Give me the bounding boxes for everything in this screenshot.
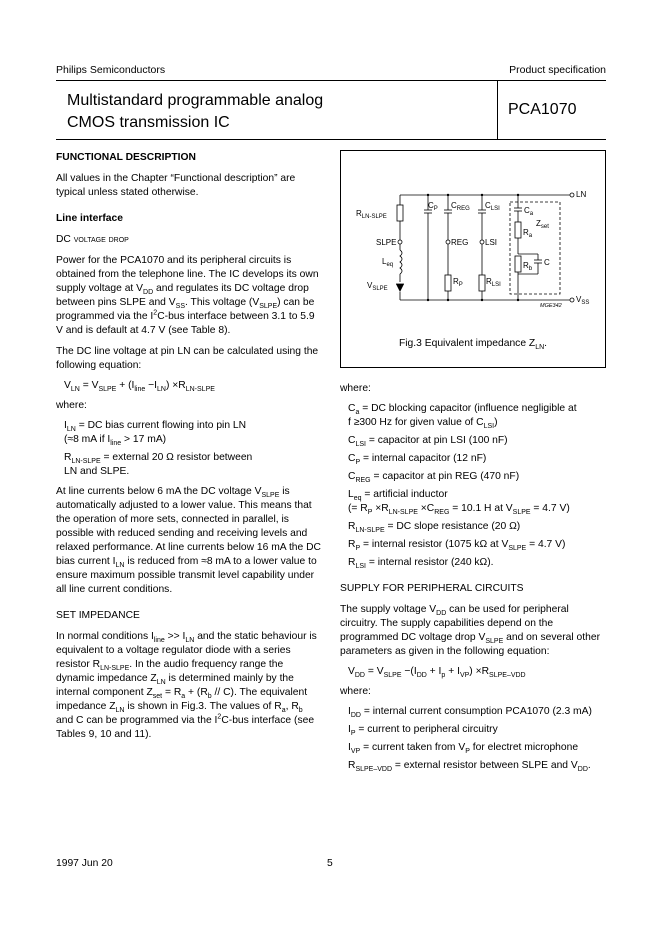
def-ivp: $I_{VP}$ = current taken from $V_P$ for electret microphone (348, 742, 579, 756)
def-rlsi: $R_{LSI}$ = internal resistor (240 kΩ). (348, 557, 494, 571)
label-rb: $R_b$ (523, 261, 533, 272)
part-number: PCA1070 (508, 101, 577, 118)
company-name: Philips Semiconductors (56, 64, 166, 76)
def-rln-slpe: $R_{LN-SLPE}$ = external 20 Ω resistor between LN and SLPE. (64, 452, 253, 477)
label-slpe: SLPE (376, 238, 397, 247)
where-label-right-2: where: (340, 686, 371, 697)
subheading-supply-peripheral: SUPPLY FOR PERIPHERAL CIRCUITS (340, 583, 524, 594)
equation-vdd: $V_{DD} = V_{SLPE} -(I_{DD} + I_p + I_{VP}) \times R_{SLPE-VDD}$ (348, 666, 526, 680)
label-zset: $Z_{set}$ (536, 219, 549, 230)
label-c: C (544, 258, 550, 267)
def-idd: $I_{DD}$ = internal current consumption PCA1070 (2.3 mA) (348, 706, 592, 720)
def-rp: $R_P$ = internal resistor (1075 kΩ at $V_{SLPE} = 4.7$ V) (348, 539, 566, 553)
right-column (340, 382, 606, 773)
header-rule-bottom (56, 139, 606, 140)
label-ra: $R_a$ (523, 228, 533, 239)
label-vss: $V_{SS}$ (576, 295, 590, 306)
subheading-line-interface: Line interface (56, 213, 123, 224)
where-label-left: where: (56, 400, 87, 411)
where-label-right: where: (340, 383, 371, 394)
supply-paragraph: The supply voltage $V_{DD}$ can be used for peripheral circuitry. The supply capabilities depend on the programmed DC voltage drop $V_{SLPE}$ and on several other parameters as given in the following equation: (340, 604, 601, 657)
document-title: Multistandard programmable analog CMOS transmission IC (67, 92, 324, 131)
label-leq: $L_{eq}$ (382, 257, 394, 268)
equivalent-impedance-circuit (340, 150, 606, 330)
label-ln: LN (576, 190, 587, 199)
section-heading-functional: FUNCTIONAL DESCRIPTION (56, 152, 196, 163)
dc-line-paragraph: The DC line voltage at pin LN can be calculated using the following equation: (56, 346, 319, 371)
label-ca: $C_a$ (524, 206, 534, 217)
def-ca: $C_a$ = DC blocking capacitor (influence negligible at f ≥300 Hz for given value of $C_{LSI}$) (348, 403, 577, 431)
def-creg: $C_{REG}$ = capacitor at pin REG (470 nF) (348, 471, 520, 485)
set-impedance-paragraph: In normal conditions $I_{line} >> I_{LN}$ and the static behaviour is equivalent to a voltage regulator diode with a series resistor $R_{LN-SLPE}$. In the audio frequency range the dynamic impedance $Z_{LN}$ is determined mainly by the internal component $Z_{set} = R_a + (R_b // C)$. The equivalent impedance $Z_{LN}$ is shown in Fig.3. The values of $R_a$, $R_b$ and C can be programmed via the $I^2C$-bus interface (see Tables 9, 10 and 11). (56, 631, 317, 740)
figure-caption: Fig.3 Equivalent impedance $Z_{LN}$. (398, 338, 548, 352)
label-lsi: LSI (485, 238, 498, 247)
def-iln: $I_{LN}$ = DC bias current flowing into pin LN (≈8 mA if $I_{line} > 17$ mA) (64, 420, 247, 448)
def-clsi: $C_{LSI}$ = capacitor at pin LSI (100 nF) (348, 435, 508, 449)
def-leq: $L_{eq}$ = artificial inductor (= $R_P \times R_{LN-SLPE} \times C_{REG} = 10.1$ H at $V_{SLPE} = 4.7$ V) (348, 489, 570, 517)
label-vslpe: $V_{SLPE}$ (367, 281, 388, 292)
label-creg: $C_{REG}$ (451, 201, 470, 212)
subheading-dc-voltage-drop: DC voltage drop (56, 234, 129, 245)
page-number: 5 (327, 858, 333, 869)
left-column (56, 151, 322, 742)
def-rln-slpe-right: $R_{LN-SLPE}$ = DC slope resistance (20 Ω) (348, 521, 521, 535)
label-r-ln-slpe: $R_{LN-SLPE}$ (356, 209, 387, 220)
label-rp: $R_P$ (453, 277, 463, 288)
dc-drop-paragraph: Power for the PCA1070 and its peripheral circuits is obtained from the telephone line. The IC develops its own supply voltage at $V_{DD}$ and regulates its DC voltage drop between pins SLPE and $V_{SS}$. This voltage $(V_{SLPE})$ can be programmed via the $I^2C$-bus interface between 3.1 to 5.9 V and is default at 4.7 V (see Table 8). (56, 255, 319, 336)
equation-vln: $V_{LN} = V_{SLPE} + (I_{line} -I_{LN}) \times R_{LN-SLPE}$ (64, 380, 215, 394)
label-clsi: $C_{LSI}$ (485, 201, 500, 212)
header-divider (497, 80, 498, 139)
intro-paragraph: All values in the Chapter “Functional description” are typical unless stated otherwise. (56, 173, 296, 198)
def-ip: $I_P$ = current to peripheral circuitry (348, 724, 498, 738)
document-type: Product specification (509, 64, 606, 76)
header-rule-top (56, 80, 606, 81)
line-currents-paragraph: At line currents below 6 mA the DC voltage $V_{SLPE}$ is automatically adjusted to a lower value. This means that the operation of more sets, connected in parallel, is possible with reduced sending and receiving levels and relaxed performance. At line currents below 16 mA the DC bias current $I_{LN}$ is reduced from ≈8 mA to a lower value to ensure maximum possible transmit level capability under all line current conditions. (56, 486, 321, 595)
footer-date: 1997 Jun 20 (56, 858, 113, 869)
label-cp: $C_P$ (428, 201, 438, 212)
def-rslpe-vdd: $R_{SLPE-VDD}$ = external resistor between SLPE and $V_{DD}$. (348, 760, 591, 774)
def-cp: $C_P$ = internal capacitor (12 nF) (348, 453, 487, 467)
figure-code: MGE342 (540, 303, 562, 309)
label-rlsi: $R_{LSI}$ (486, 277, 501, 288)
subheading-set-impedance: SET IMPEDANCE (56, 610, 140, 621)
label-reg: REG (451, 238, 469, 247)
